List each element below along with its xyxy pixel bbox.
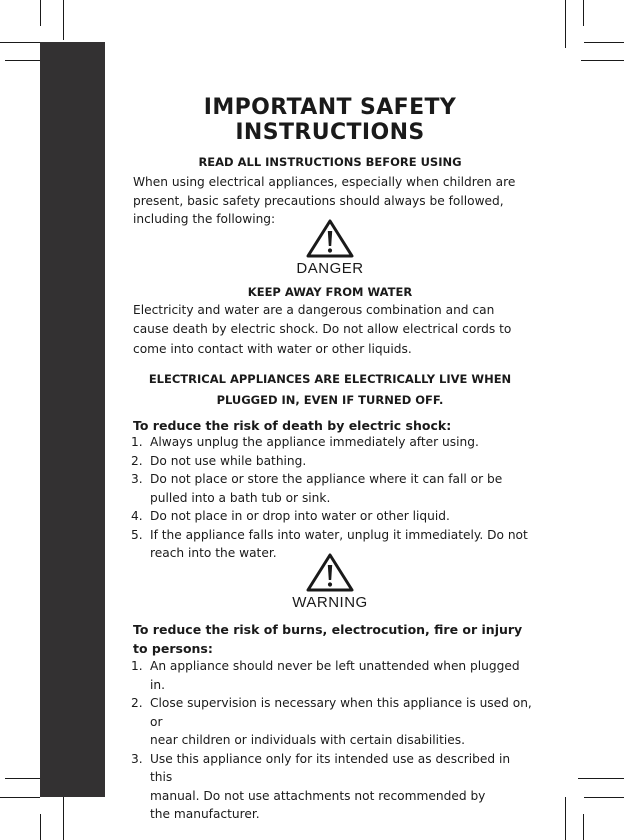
danger-paragraph bbox=[133, 301, 553, 359]
list-item-line: An appliance should never be left unattended when plugged in. bbox=[150, 659, 520, 692]
crop-mark bbox=[565, 0, 566, 48]
text-line: including the following: bbox=[133, 212, 276, 226]
list-item bbox=[133, 694, 533, 750]
read-all-heading: READ ALL INSTRUCTIONS BEFORE USING bbox=[198, 155, 462, 169]
list-item bbox=[133, 507, 533, 526]
danger-heading: KEEP AWAY FROM WATER bbox=[247, 285, 413, 299]
list-number: 1. bbox=[131, 659, 143, 673]
crop-mark bbox=[0, 797, 40, 798]
warning-triangle-icon bbox=[305, 552, 355, 592]
live-notice bbox=[110, 369, 550, 411]
text-line: cause death by electric shock. Do not allow electrical cords to bbox=[133, 321, 512, 336]
list-item-line: reach into the water. bbox=[150, 546, 277, 560]
crop-mark bbox=[40, 814, 41, 840]
list-item-line: near children or individuals with certain disabilities. bbox=[150, 733, 465, 747]
title-line: INSTRUCTIONS bbox=[235, 120, 425, 145]
list-item-line: Do not place in or drop into water or other liquid. bbox=[150, 509, 450, 523]
list-item-line: If the appliance falls into water, unplug it immediately. Do not bbox=[150, 527, 528, 542]
list-item bbox=[133, 433, 533, 452]
side-strip bbox=[40, 42, 105, 797]
crop-mark bbox=[63, 797, 64, 840]
text-line: ELECTRICAL APPLIANCES ARE ELECTRICALLY LIVE WHEN bbox=[148, 372, 512, 386]
warning-list bbox=[133, 657, 533, 824]
page-title bbox=[110, 95, 550, 145]
list-number: 2. bbox=[131, 696, 143, 710]
text-line: Electricity and water are a dangerous combination and can bbox=[133, 303, 495, 317]
crop-mark bbox=[0, 42, 40, 43]
shock-list bbox=[133, 433, 533, 563]
list-number: 4. bbox=[131, 509, 143, 523]
list-item-line: Close supervision is necessary when this appliance is used on, or bbox=[150, 696, 532, 729]
list-item-line: Do not place or store the appliance where it can fall or be bbox=[150, 472, 503, 486]
crop-mark bbox=[5, 60, 45, 61]
list-item bbox=[133, 657, 533, 694]
list-item-line: manual. Do not use attachments not recommended by bbox=[150, 788, 486, 803]
text-line: PLUGGED IN, EVEN IF TURNED OFF. bbox=[216, 393, 444, 407]
crop-mark bbox=[583, 814, 584, 840]
list-item-line: the manufacturer. bbox=[150, 807, 260, 821]
list-item bbox=[133, 452, 533, 471]
list-item-line: pulled into a bath tub or sink. bbox=[150, 490, 331, 505]
crop-mark bbox=[583, 0, 584, 26]
list-item bbox=[133, 470, 533, 507]
text-line: When using electrical appliances, especially when children are bbox=[133, 175, 516, 189]
crop-mark bbox=[578, 778, 624, 779]
text-line: To reduce the risk of burns, electrocution, fire or injury bbox=[133, 622, 523, 637]
list-item-line: Use this appliance only for its intended use as described in this bbox=[150, 751, 511, 784]
crop-mark bbox=[584, 797, 624, 798]
text-line: present, basic safety precautions should always be followed, bbox=[133, 193, 504, 208]
list-number: 2. bbox=[131, 453, 143, 468]
warning-heading bbox=[133, 620, 553, 658]
list-number: 5. bbox=[131, 527, 143, 542]
crop-mark bbox=[584, 42, 624, 43]
list-item bbox=[133, 750, 533, 824]
warning-label: WARNING bbox=[292, 594, 368, 611]
crop-mark bbox=[40, 0, 41, 26]
danger-label: DANGER bbox=[296, 260, 364, 277]
text-line: to persons: bbox=[133, 641, 213, 656]
warning-triangle-icon bbox=[305, 218, 355, 258]
shock-heading: To reduce the risk of death by electric shock: bbox=[133, 418, 452, 433]
list-item-line: Always unplug the appliance immediately after using. bbox=[150, 435, 479, 449]
list-number: 3. bbox=[131, 472, 143, 486]
crop-mark bbox=[565, 797, 566, 840]
list-item-line: Do not use while bathing. bbox=[150, 453, 307, 468]
list-number: 3. bbox=[131, 751, 143, 766]
crop-mark bbox=[63, 0, 64, 40]
list-number: 1. bbox=[131, 435, 143, 449]
crop-mark bbox=[5, 778, 45, 779]
crop-mark bbox=[581, 60, 624, 61]
title-line: IMPORTANT SAFETY bbox=[203, 95, 457, 120]
text-line: come into contact with water or other liquids. bbox=[133, 342, 412, 356]
